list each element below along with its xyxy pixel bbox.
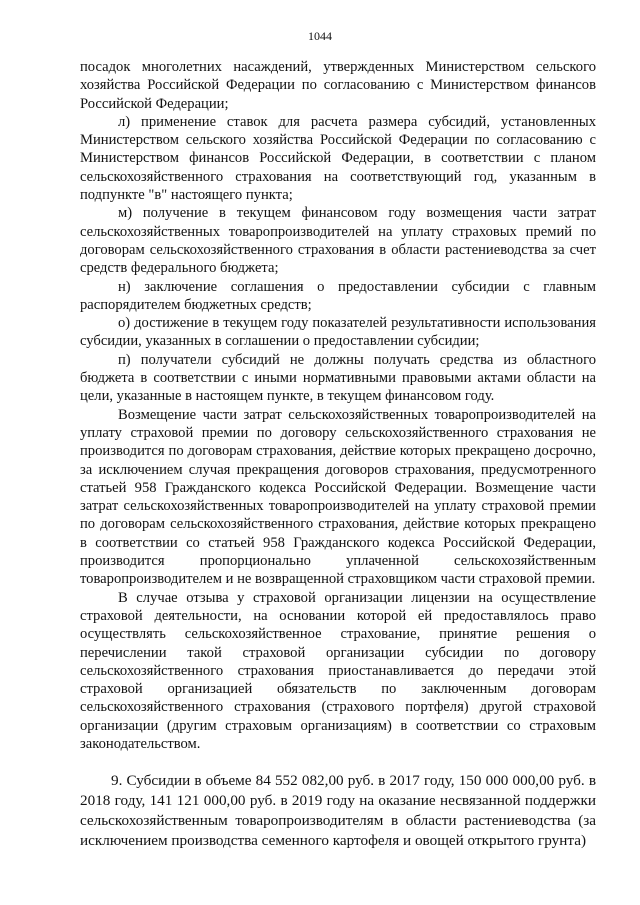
paragraph-item-p: п) получатели субсидий не должны получать средства из областного бюджета в соответствии с иными нормативными правовыми актами области на цели, указанные в настоящем пункте, в текущем финансовом году.: [80, 351, 596, 405]
paragraph-continuation: посадок многолетних насаждений, утвержденных Министерством сельского хозяйства Российской Федерации по согласованию с Министерством финансов Российской Федерации;: [80, 59, 596, 112]
paragraph-item-n: н) заключение соглашения о предоставлении субсидии с главным распорядителем бюджетных средств;: [80, 278, 596, 313]
paragraph-item-l: л) применение ставок для расчета размера субсидий, установленных Министерством сельского хозяйства Российской Федерации по согласованию с Министерством финансов Российской Федерации, в соответствии с планом сельскохозяйственного страхования на соответствующий год, указанным в подпункте "в" настоящего пункта;: [80, 113, 596, 204]
paragraph-reimbursement: Возмещение части затрат сельскохозяйственных товаропроизводителей на уплату страховой премии по договору сельскохозяйственного страхования не производится по договорам страхования, действие которых прекращено досрочно, за исключением случая прекращения договоров страхования, предусмотренного статьей 958 Гражданского кодекса Российской Федерации. Возмещение части затрат сельскохозяйственных товаропроизводителей на уплату страховой премии по договорам сельскохозяйственного страхования, действие которых прекращено в соответствии со статьей 958 Гражданского кодекса Российской Федерации, производится пропорционально уплаченной сельскохозяйственным товаропроизводителем и не возвращенной страховщиком части страховой премии.: [80, 406, 596, 588]
page-number: 1044: [308, 29, 332, 43]
paragraph-section-9: 9. Субсидии в объеме 84 552 082,00 руб. в 2017 году, 150 000 000,00 руб. в 2018 году, 141 121 000,00 руб. в 2019 году на оказание несвязанной поддержки сельскохозяйственным товаропроизводителям в области растениеводства (за исключением производства семенного картофеля и овощей открытого грунта): [80, 772, 596, 849]
paragraph-license-revocation: В случае отзыва у страховой организации лицензии на осуществление страховой деятельности, на основании которой ей предоставлялось право осуществлять сельскохозяйственное страхование, принятие решения о перечислении такой страховой организации субсидии по договору сельскохозяйственного страхования приостанавливается до передачи этой страховой организацией обязательств по заключенным договорам сельскохозяйственного страхования (страхового портфеля) другой страховой организации (другим страховым организациям) в соответствии со страховым законодательством.: [80, 589, 596, 752]
paragraph-item-m: м) получение в текущем финансовом году возмещения части затрат сельскохозяйственных товаропроизводителей на уплату страховых премий по договорам сельскохозяйственного страхования в области растениеводства за счет средств федерального бюджета;: [80, 205, 596, 277]
paragraph-item-o: о) достижение в текущем году показателей результативности использования субсидии, указанных в соглашении о предоставлении субсидии;: [80, 315, 596, 350]
document-body: [80, 58, 596, 850]
